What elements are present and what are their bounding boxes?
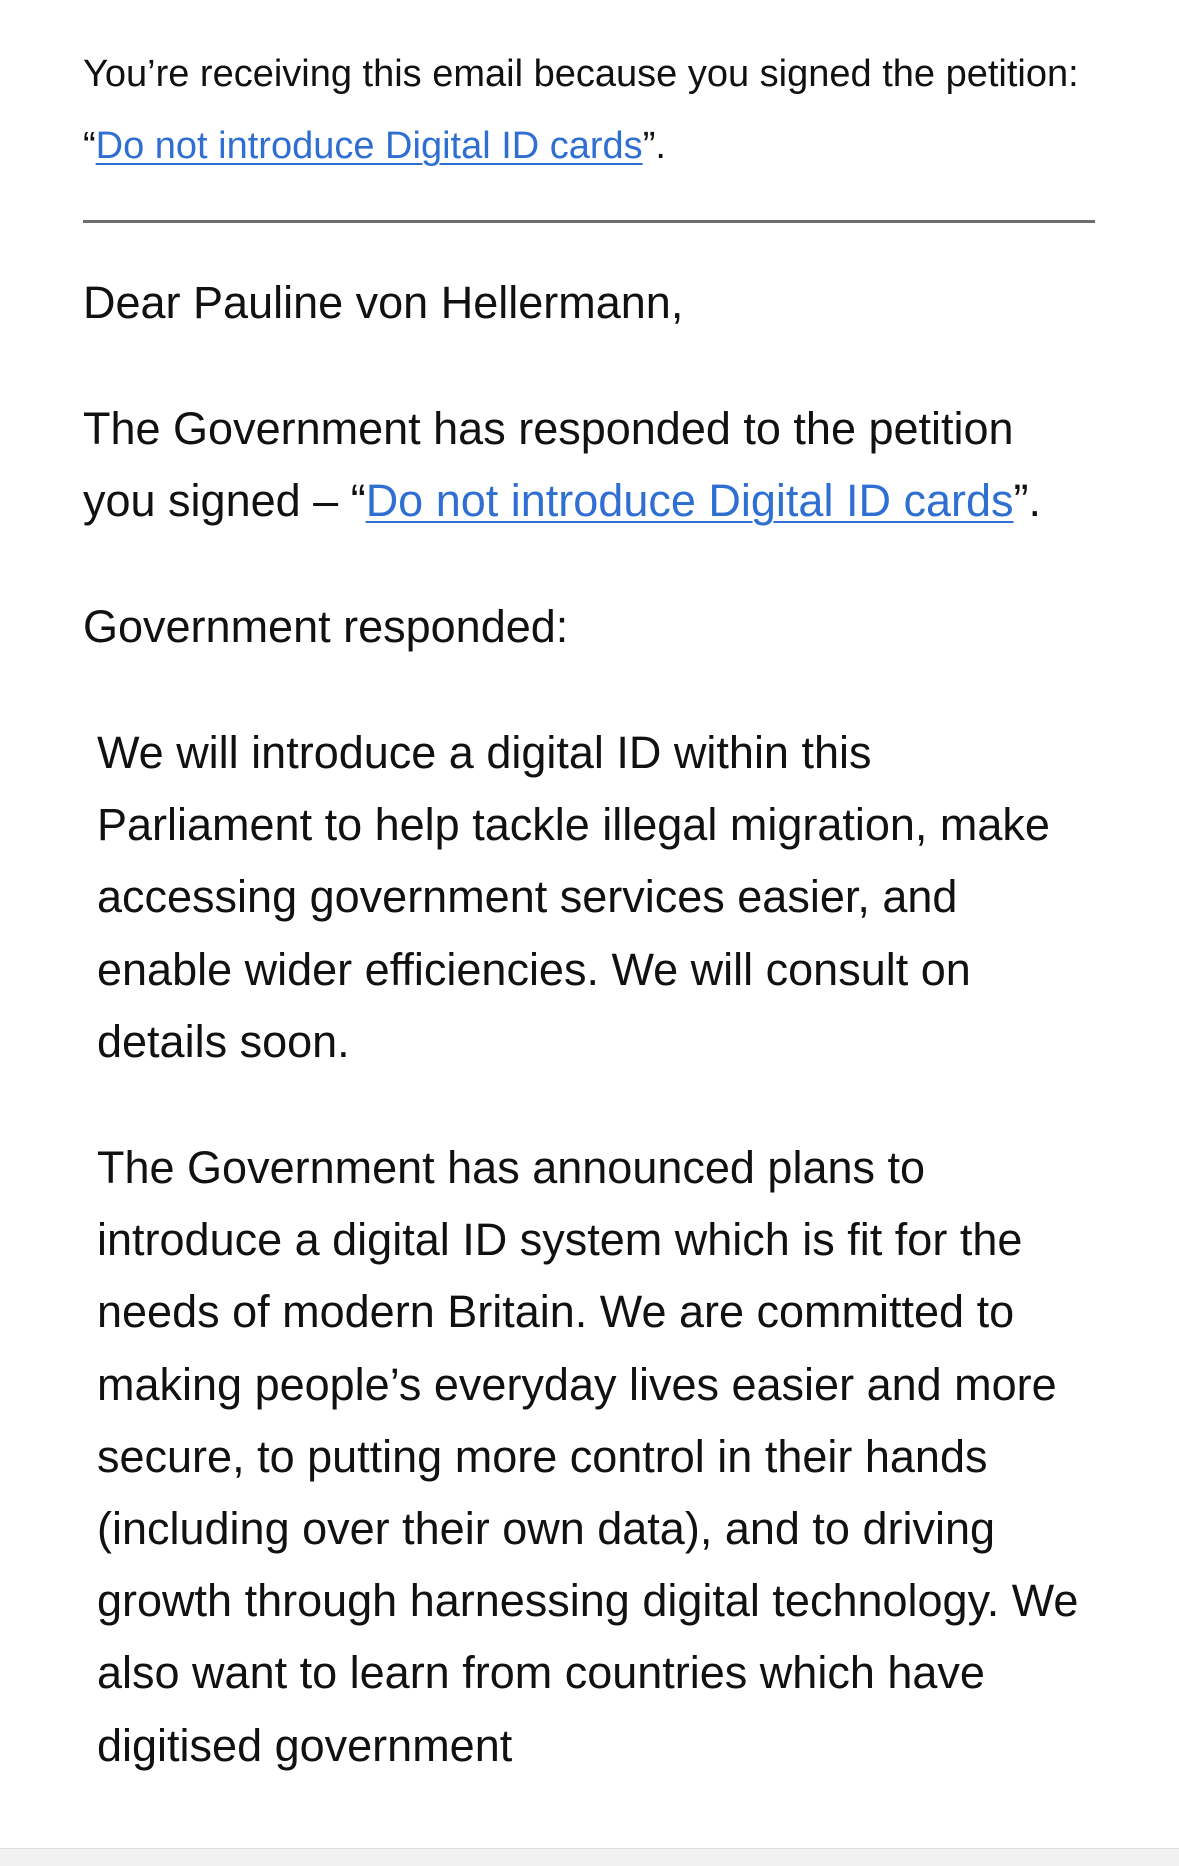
intro-suffix: ”. xyxy=(1013,475,1041,526)
intro-paragraph xyxy=(83,393,1093,537)
bottom-toolbar-edge xyxy=(0,1848,1179,1866)
notice-suffix: ”. xyxy=(642,125,666,167)
response-paragraph-2: The Government has announced plans to introduce a digital ID system which is fit for the needs of modern Britain. We are committed to making people’s everyday lives easier and more secure, to putting more control in their hands (including over their own data), and to driving growth through harnessing digital technology. We also want to learn from countries which have digitised government xyxy=(97,1142,1079,1771)
intro-prefix: The Government has responded to the petition you signed – “ xyxy=(83,403,1014,526)
email-body xyxy=(83,0,1093,1782)
response-paragraph-1: We will introduce a digital ID within this Parliament to help tackle illegal migration, make accessing government services easier, and enable wider efficiencies. We will consult on details soon. xyxy=(97,727,1050,1067)
signature-notice xyxy=(83,0,1093,182)
petition-link-intro[interactable]: Do not introduce Digital ID cards xyxy=(365,475,1014,526)
greeting: Dear Pauline von Hellermann, xyxy=(83,277,684,328)
notice-prefix: You’re receiving this email because you signed the petition: “ xyxy=(83,53,1079,167)
petition-link-notice[interactable]: Do not introduce Digital ID cards xyxy=(95,125,643,167)
government-response xyxy=(97,717,1097,1782)
responded-label: Government responded: xyxy=(83,601,569,652)
divider xyxy=(83,220,1095,223)
